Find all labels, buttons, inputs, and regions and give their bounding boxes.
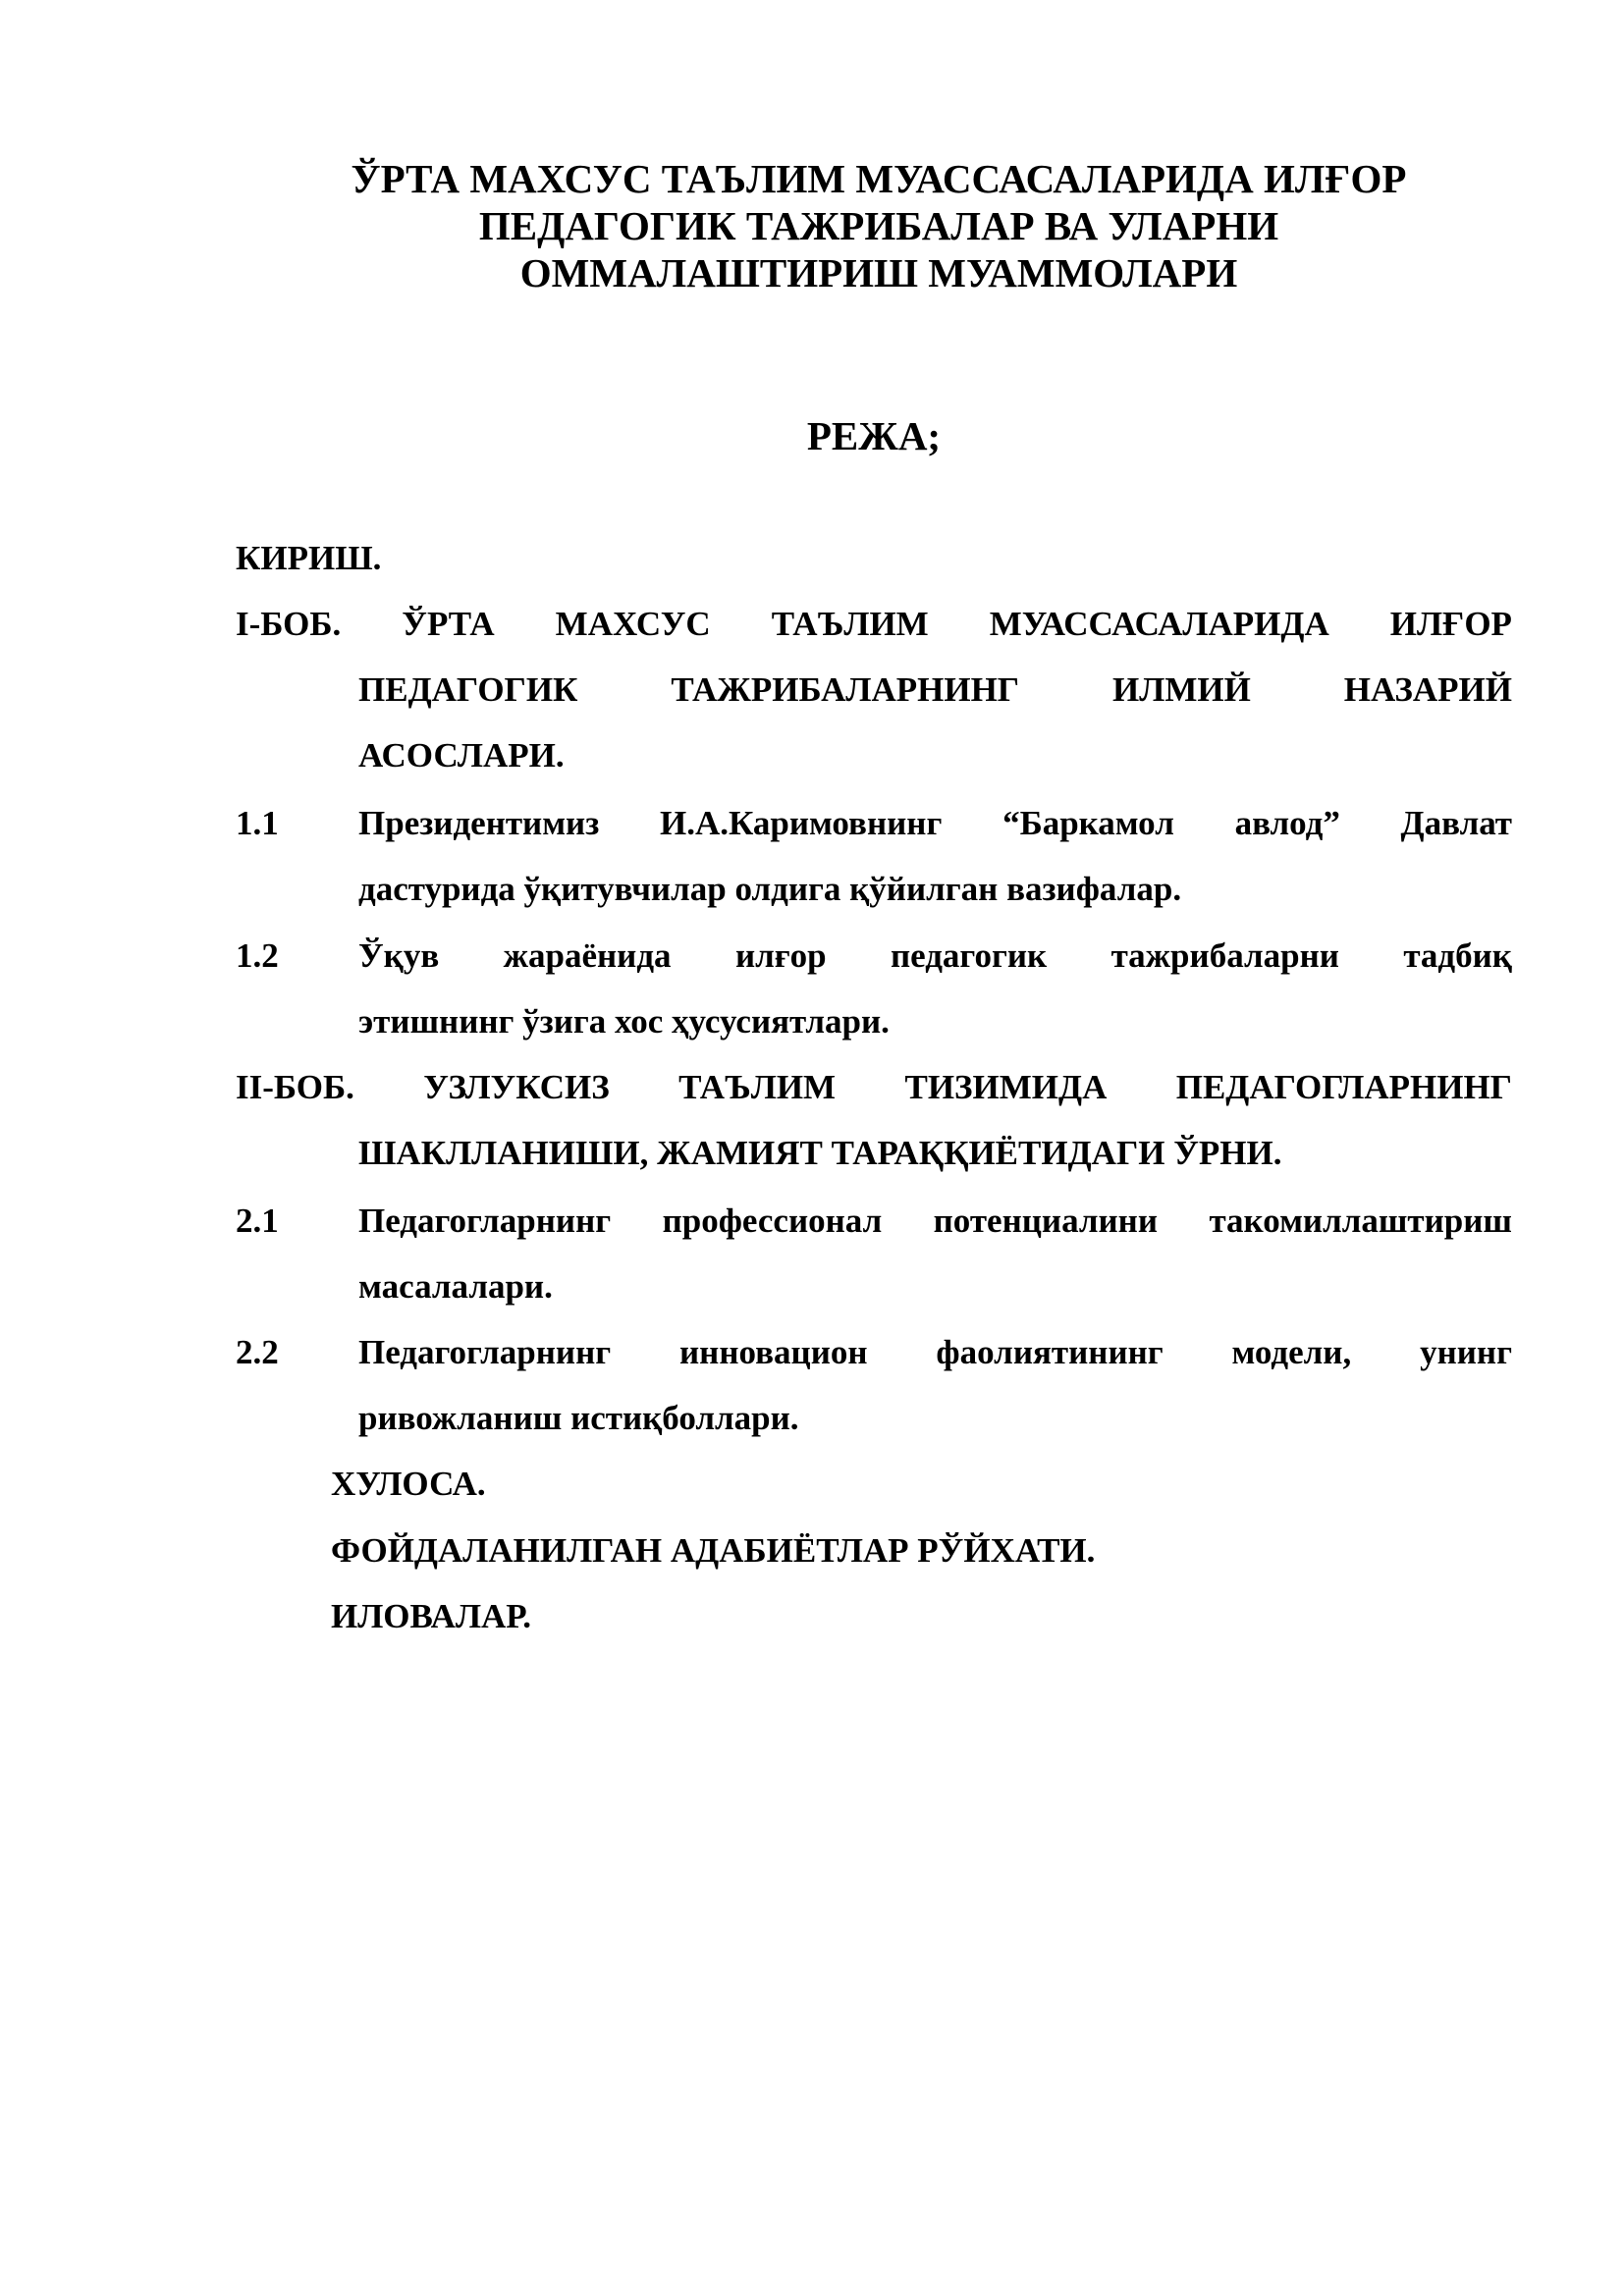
section-word: модели,	[1231, 1333, 1352, 1371]
toc-conclusion: ХУЛОСА.	[331, 1465, 486, 1503]
section-word: Президентимиз	[358, 804, 600, 842]
section-word: Педагогларнинг	[358, 1201, 612, 1240]
chapter-1-word: ТАЖРИБАЛАРНИНГ	[671, 670, 1020, 709]
chapter-1-line-3: АСОСЛАРИ.	[358, 736, 565, 774]
toc-section-1-1	[236, 790, 1512, 922]
section-word: педагогик	[890, 936, 1048, 975]
chapter-2-word: УЗЛУКСИЗ	[423, 1068, 610, 1106]
title-line-2: ПЕДАГОГИК ТАЖРИБАЛАР ВА УЛАРНИ	[478, 203, 1279, 248]
toc-section-2-1	[236, 1188, 1512, 1319]
chapter-1-word: МУАССАСАЛАРИДА	[989, 605, 1329, 643]
chapter-1-label: I-БОБ.	[236, 605, 342, 643]
document-title	[236, 155, 1522, 296]
chapter-1-word: ТАЪЛИМ	[771, 605, 929, 643]
section-1-2-line-1	[236, 923, 1512, 988]
chapter-1-word: МАХСУС	[555, 605, 711, 643]
section-1-2-line-2: этишнинг ўзига хос ҳусусиятлари.	[358, 1002, 890, 1041]
section-word: потенциалини	[933, 1201, 1159, 1240]
chapter-1-word: ИЛМИЙ	[1112, 670, 1251, 709]
plan-heading: РЕЖА;	[806, 413, 942, 458]
section-1-1-line-2: дастурида ўқитувчилар олдига қўйилган вазифалар.	[358, 870, 1182, 908]
chapter-2-word: ТАЪЛИМ	[678, 1068, 837, 1106]
toc-appendices: ИЛОВАЛАР.	[331, 1597, 532, 1635]
chapter-2-line-1	[236, 1054, 1512, 1120]
title-line-3: ОММАЛАШТИРИШ МУАММОЛАРИ	[519, 250, 1238, 295]
section-word: илғор	[734, 936, 827, 975]
section-2-2-words	[358, 1319, 1512, 1385]
section-word: авлод”	[1234, 804, 1340, 842]
section-word: фаолиятининг	[936, 1333, 1164, 1371]
section-word: профессионал	[662, 1201, 883, 1240]
chapter-1-word: ЎРТА	[402, 605, 495, 643]
section-2-2-line-1	[236, 1319, 1512, 1385]
section-number: 2.1	[236, 1201, 279, 1240]
section-word: инновацион	[679, 1333, 868, 1371]
chapter-1-line-2	[358, 657, 1512, 722]
toc-section-1-2	[236, 923, 1512, 1054]
toc-intro: КИРИШ.	[236, 539, 382, 577]
title-line-1: ЎРТА МАХСУС ТАЪЛИМ МУАССАСАЛАРИДА ИЛҒОР	[351, 156, 1407, 201]
section-1-2-words	[358, 923, 1512, 988]
section-2-1-words	[358, 1188, 1512, 1254]
chapter-2-line-2: ШАКЛЛАНИШИ, ЖАМИЯТ ТАРАҚҚИЁТИДАГИ ЎРНИ.	[358, 1134, 1282, 1172]
section-number: 2.2	[236, 1333, 279, 1371]
section-word: И.А.Каримовнинг	[660, 804, 943, 842]
chapter-2-word: ТИЗИМИДА	[904, 1068, 1108, 1106]
section-1-1-words	[358, 790, 1512, 856]
section-number: 1.2	[236, 936, 279, 975]
chapter-1-word: ИЛҒОР	[1389, 605, 1512, 643]
chapter-1-line-1	[236, 591, 1512, 657]
section-1-1-line-1	[236, 790, 1512, 856]
section-word: жараёнида	[503, 936, 672, 975]
section-word: Ўқув	[358, 936, 440, 975]
section-word: тажрибаларни	[1110, 936, 1339, 975]
section-word: “Баркамол	[1002, 804, 1174, 842]
section-word: унинг	[1420, 1333, 1512, 1371]
toc-references: ФОЙДАЛАНИЛГАН АДАБИЁТЛАР РЎЙХАТИ.	[331, 1531, 1096, 1570]
section-2-2-line-2: ривожланиш истиқболлари.	[358, 1399, 799, 1437]
chapter-1-word: ПЕДАГОГИК	[358, 670, 578, 709]
section-word: Педагогларнинг	[358, 1333, 612, 1371]
section-word: Давлат	[1400, 804, 1512, 842]
toc-chapter-2	[236, 1054, 1512, 1186]
section-word: такомиллаштириш	[1209, 1201, 1512, 1240]
section-number: 1.1	[236, 804, 279, 842]
chapter-1-word: НАЗАРИЙ	[1343, 670, 1512, 709]
section-2-1-line-2: масалалари.	[358, 1267, 553, 1306]
chapter-2-word: ПЕДАГОГЛАРНИНГ	[1175, 1068, 1512, 1106]
chapter-2-label: II-БОБ.	[236, 1068, 354, 1106]
toc-section-2-2	[236, 1319, 1512, 1451]
section-word: тадбиқ	[1403, 936, 1512, 975]
section-2-1-line-1	[236, 1188, 1512, 1254]
toc-chapter-1	[236, 591, 1512, 788]
